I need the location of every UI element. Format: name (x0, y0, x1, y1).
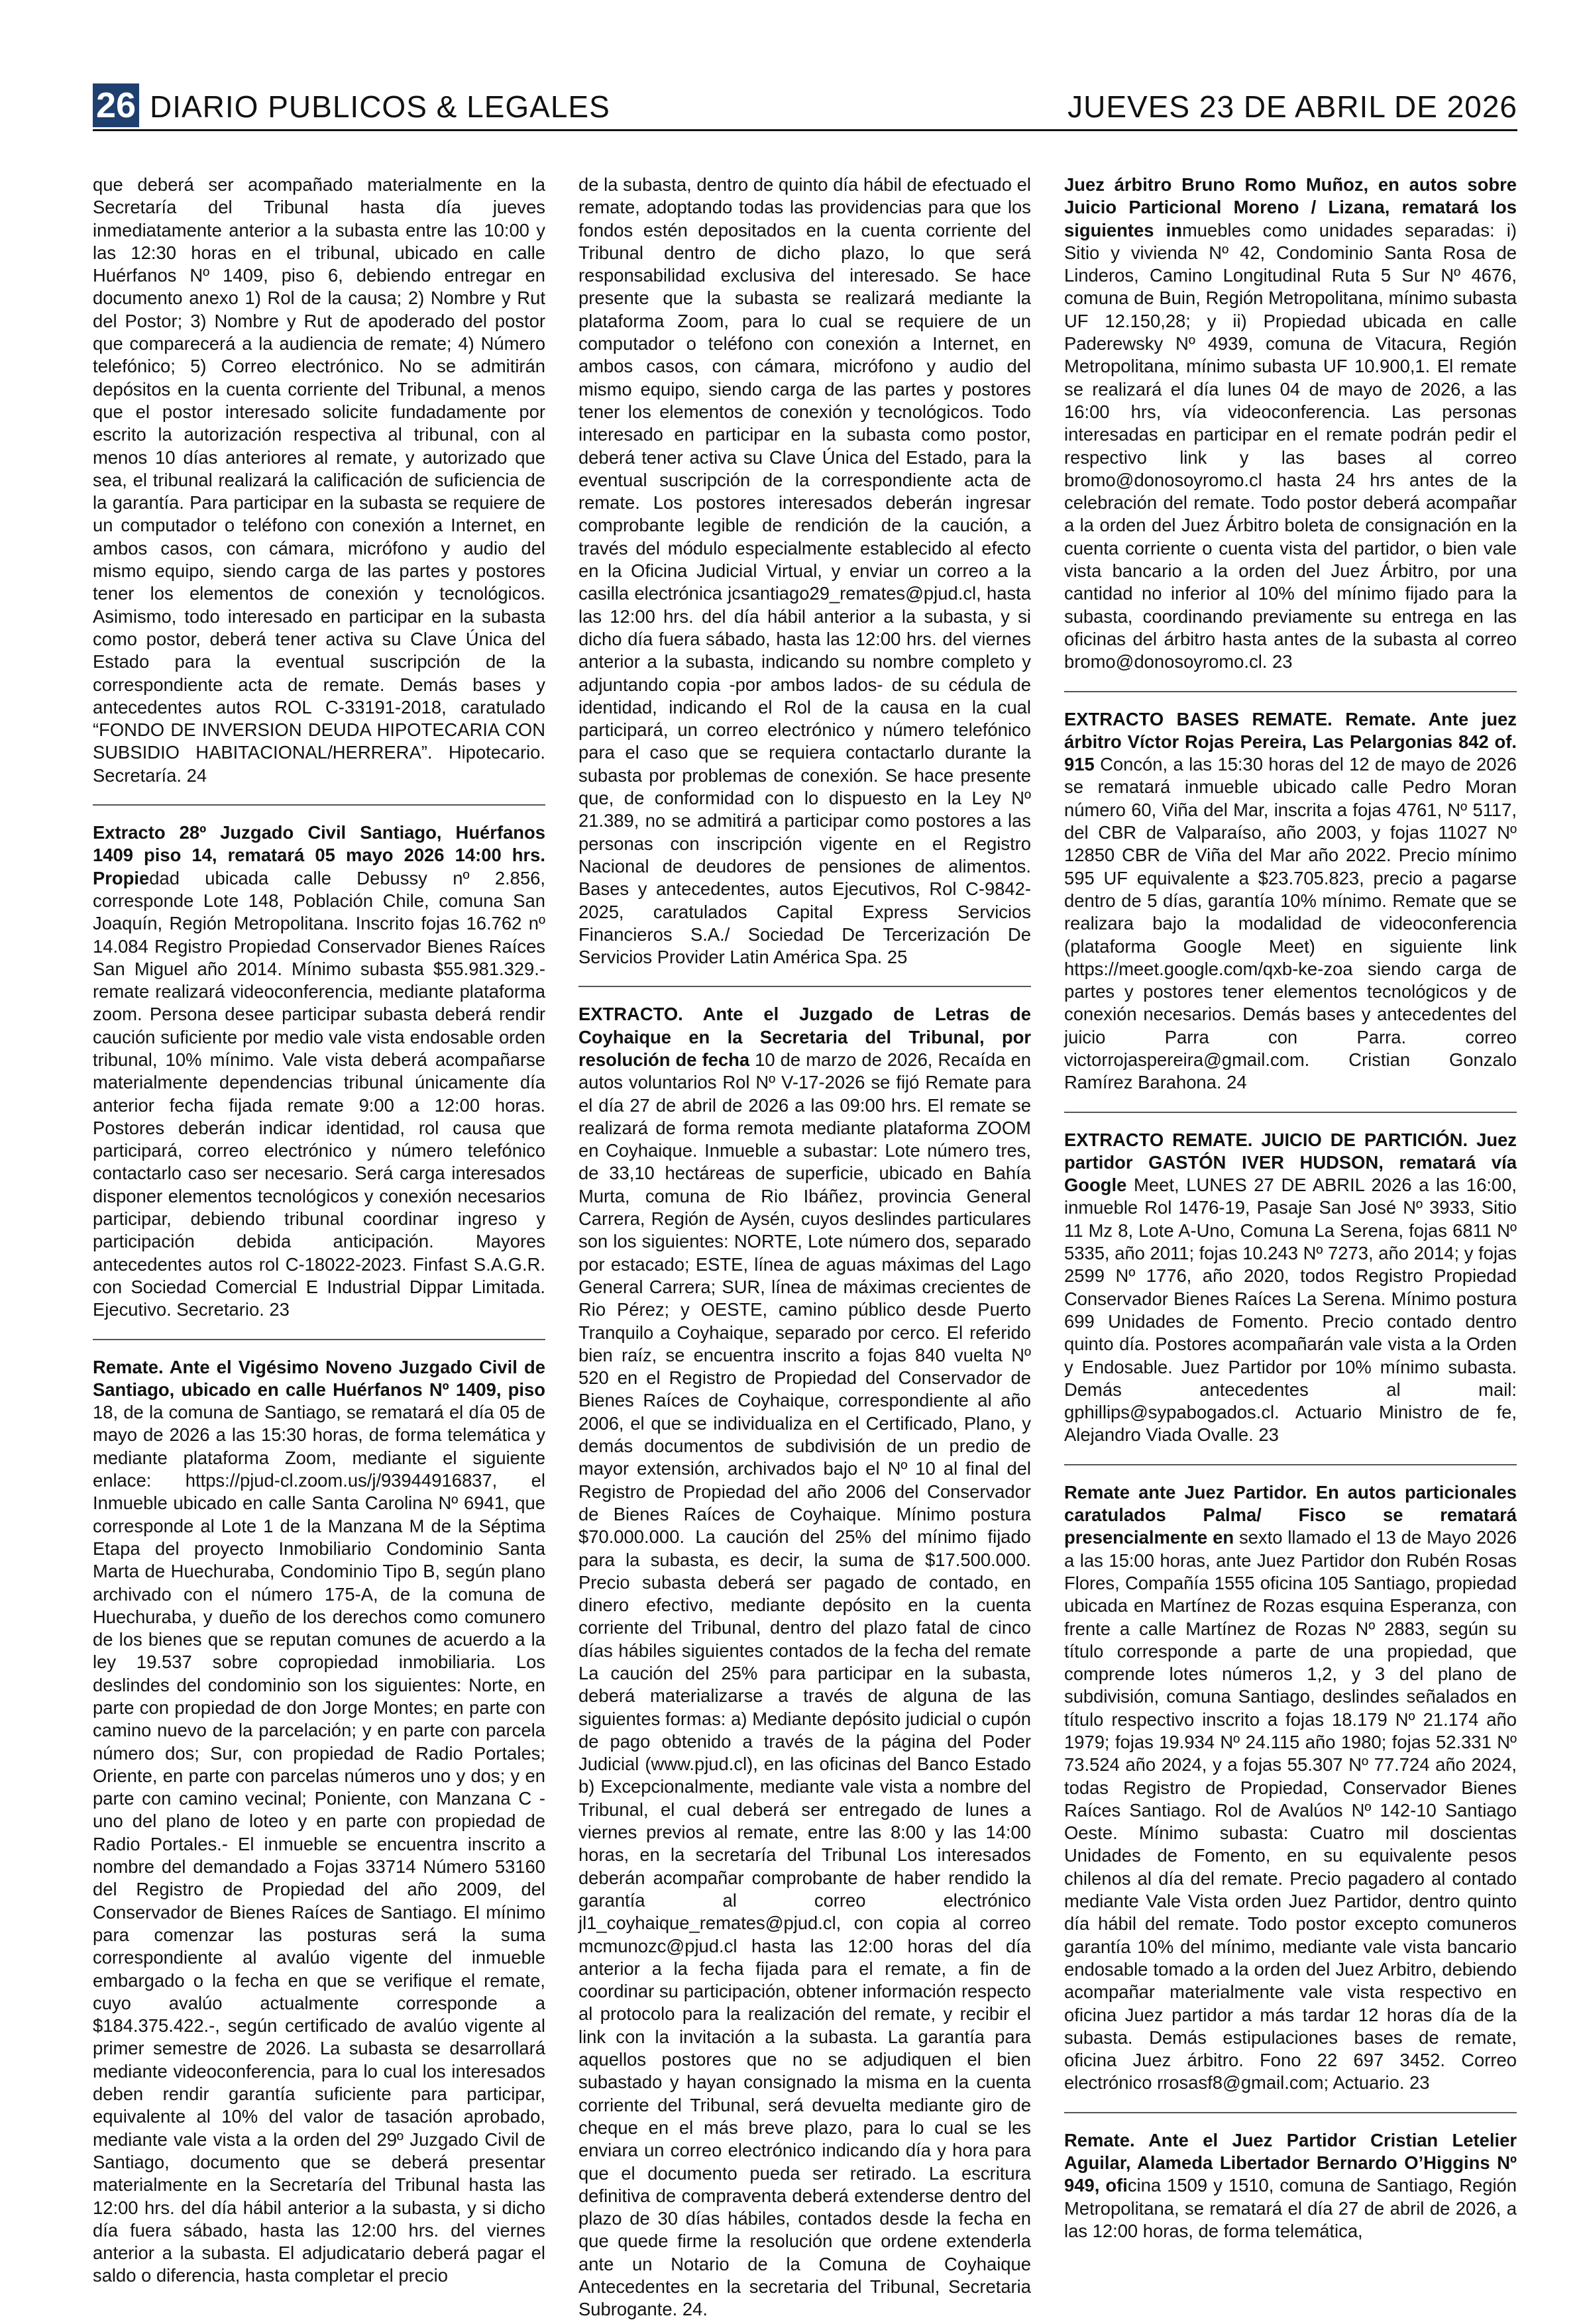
notice-body: Meet, LUNES 27 DE ABRIL 2026 a las 16:00, inmueble Rol 1476-19, Pasaje San José Nº 3933, Sitio 11 Mz 8, Lote A-Uno, Comuna La Serena, fojas 6811 Nº 5335, año 2011; fojas 10.243 Nº 7273, año 2014; y fojas 2599 Nº 1776, año 2020, todos Registro Propiedad Conservador Bienes Raíces La Serena. Mínimo postura 699 Unidades de Fomento. Precio contado dentro quinto día. Postores acompañarán vale vista a la Orden y Endosable. Juez Partidor por 10% mínimo subasta. Demás antecedentes al mail: gphillips@sypabogados.cl. Actuario Ministro de fe, Alejandro Viada Ovalle. 23 (1064, 1175, 1517, 1446)
legal-notice (93, 821, 545, 1322)
notice-body: sexto llamado el 13 de Mayo 2026 a las 15:00 horas, ante Juez Partidor don Rubén Rosas Flores, Compañía 1555 oficina 105 Santiago, propiedad ubicada en Martínez de Rozas esquina Esperanza, con frente a calle Martínez de Rozas Nº 2883, según su título corresponde a parte de una propiedad, que comprende lotes números 1,2, y 3 del plano de subdivisión, comuna Santiago, deslindes señalados en título respectivo inscrito a fojas 18.179 Nº 21.174 año 1979; fojas 19.934 Nº 24.115 año 1980; fojas 52.331 Nº 73.524 año 2024, y a fojas 55.307 Nº 77.724 año 2024, todas Registro de Propiedad, Conservador Bienes Raíces Santiago. Rol de Avalúos Nº 142-10 Santiago Oeste. Mínimo subasta: Cuatro mil doscientas Unidades de Fomento, en su equivalente pesos chilenos al día del remate. Precio pagadero al contado mediante Vale Vista orden Juez Partidor, dentro quinto día hábil del remate. Todo postor excepto comuneros garantía 10% del mínimo, mediante vale vista bancario endosable tomado a la orden del Juez Arbitro, debiendo acompañar materialmente vale vista respectivo en oficina Juez partidor a más tardar 12 horas día de la subasta. Demás estipulaciones bases de remate, oficina Juez árbitro. Fono 22 697 3452. Correo electrónico rrosasf8@gmail.com; Actuario. 23 (1064, 1527, 1517, 2093)
notice-body: muebles como unidades separadas: i) Sitio y vivienda Nº 42, Condominio Santa Rosa de Linderos, Camino Longitudinal Ruta 5 Sur Nº 4676, comuna de Buin, Región Metropolitana, mínimo subasta UF 12.150,28; y ii) Propiedad ubicada en calle Paderewsky Nº 4939, comuna de Vitacura, Región Metropolitana, mínimo subasta UF 10.900,1. El remate se realizará el día lunes 04 de mayo de 2026, a las 16:00 hrs, vía videoconferencia. Las personas interesadas en participar en el remate podrán pedir el respectivo link y las bases al correo bromo@donosoyromo.cl hasta 24 hrs antes de la celebración del remate. Todo postor deberá acompañar a la orden del Juez Árbitro boleta de consignación en la cuenta corriente o cuenta vista del partidor, o bien vale vista bancario a la orden del Juez Árbitro, por una cantidad no inferior al 10% del mínimo fijado para la subasta, coordinando previamente su entrega en las oficinas del árbitro hasta antes de la subasta al correo bromo@donosoyromo.cl. 23 (1064, 219, 1517, 672)
notice-divider (93, 1339, 545, 1340)
notice-columns (93, 174, 1517, 2320)
legal-notice (1064, 708, 1517, 1094)
notice-heading: Remate. Ante el Vigésimo Noveno Juzgado Civil de Santiago, ubicado en calle Huérfanos Nº 1409, piso (93, 1356, 545, 1400)
column-3 (1064, 174, 1517, 2321)
notice-heading: Remate. Ante el Juez Partidor Cristian Letelier Aguilar, Alameda Libertador Bernardo O’Higgins Nº 949, ofi (1064, 2129, 1517, 2196)
legal-notice (1064, 1481, 1517, 2095)
notice-body: dad ubicada calle Debussy nº 2.856, corresponde Lote 148, Población Chile, comuna San Joaquín, Región Metropolitana. Inscrito fojas 16.762 nº 14.084 Registro Propiedad Conservador Bienes Raíces San Miguel año 2014. Mínimo subasta $55.981.329.- remate realizará videoconferencia, mediante plataforma zoom. Persona desee participar subasta deberá rendir caución suficiente por medio vale vista endosable orden tribunal, 10% mínimo. Vale vista deberá acompañarse materialmente dependencias tribunal únicamente día anterior fecha fijada remate 9:00 a 12:00 horas. Postores deberán indicar identidad, rol causa que participará, correo electrónico y número telefónico contactarlo caso ser necesario. Será carga interesados disponer elementos tecnológicos y conexión necesarios participar, debiendo tribunal coordinar ingreso y participación debida anticipación. Mayores antecedentes autos rol C-18022-2023. Finfast S.A.G.R. con Sociedad Comercial E Industrial Dippar Limitada. Ejecutivo. Secretario. 23 (93, 867, 545, 1320)
notice-heading: EXTRACTO BASES REMATE. Remate. Ante juez árbitro Víctor Rojas Pereira, Las Pelargonias 842 of. 915 (1064, 708, 1517, 775)
legal-notice (578, 1003, 1031, 2321)
notice-divider (93, 804, 545, 806)
column-1 (93, 174, 545, 2321)
legal-notice (93, 174, 545, 787)
notice-body: de la subasta, dentro de quinto día hábil de efectuado el remate, adoptando todas las providencias para que los fondos estén depositados en la cuenta corriente del Tribunal dentro de dicho plazo, lo que será responsabilidad exclusiva del interesado. Se hace presente que la subasta se realizará mediante la plataforma Zoom, para lo cual se requiere de un computador o teléfono con conexión a Internet, en ambos casos, con cámara, micrófono y audio del mismo equipo, siendo carga de las partes y postores tener los elementos de conexión y tecnológicos. Todo interesado en participar en la subasta como postor, deberá tener activa su Clave Única del Estado, para la eventual suscripción de la correspondiente acta de remate. Los postores interesados deberán ingresar comprobante legible de rendición de la caución, a través del módulo especialmente establecido al efecto en la Oficina Judicial Virtual, y enviar un correo a la casilla electrónica jcsantiago29_remates@pjud.cl, hasta las 12:00 hrs. del día hábil anterior a la subasta, y si dicho día fuera sábado, hasta las 12:00 hrs. del viernes anterior a la subasta, indicando su nombre completo y adjuntando copia -por ambos lados- de su cédula de identidad, indicando el Rol de la causa en la cual participará, un correo electrónico y número telefónico para el caso que se requiera contactarlo durante la subasta por problemas de conexión. Se hace presente que, de conformidad con lo dispuesto en la Ley Nº 21.389, no se admitirá a participar como postores a las personas con inscripción vigente en el Registro Nacional de deudores de pensiones de alimentos. Bases y antecedentes, autos Ejecutivos, Rol C-9842-2025, caratulados Capital Express Servicios Financieros S.A./ Sociedad De Tercerización De Servicios Provider Latin América Spa. 25 (578, 174, 1031, 968)
header-rule (93, 129, 1517, 131)
notice-divider (1064, 691, 1517, 692)
notice-heading: EXTRACTO. Ante el Juzgado de Letras de Coyhaique en la Secretaria del Tribunal, por resolución de fecha (578, 1004, 1031, 1070)
notice-body: 18, de la comuna de Santiago, se rematará el día 05 de mayo de 2026 a las 15:30 horas, de forma telemática y mediante plataforma Zoom, mediante el siguiente enlace: https://pjud-cl.zoom.us/j/93944916837, el Inmueble ubicado en calle Santa Carolina Nº 6941, que corresponde al Lote 1 de la Manzana M de la Séptima Etapa del proyecto Inmobiliario Condominio Santa Marta de Huechuraba, Condominio Tipo B, según plano archivado con el número 175-A, de la comuna de Huechuraba, y dueño de los derechos como comunero de los bienes que se reputan comunes de acuerdo a la ley 19.537 sobre copropiedad inmobiliaria. Los deslindes del condominio son los siguientes: Norte, en parte con propiedad de don Jorge Montes; en parte con camino nuevo de la parcelación; y en parte con parcela número dos; Sur, con propiedad de Radio Portales; Oriente, en parte con parcelas números uno y dos; y en parte con camino vecinal; Poniente, con Manzana C - uno del plano de loteo y en parte con propiedad de Radio Portales.- El inmueble se encuentra inscrito a nombre del demandado a Fojas 33714 Número 53160 del Registro de Propiedad del año 2009, del Conservador de Bienes Raíces de Santiago. El mínimo para comenzar las posturas será la suma correspondiente al avalúo vigente del inmueble embargado o la fecha en que se verifique el remate, cuyo avalúo actualmente corresponde a $184.375.422.-, según certificado de avalúo vigente al primer semestre de 2026. La subasta se desarrollará mediante videoconferencia, para lo cual los interesados deben rendir garantía suficiente para participar, equivalente al 10% del valor de tasación aprobado, mediante vale vista a la orden del 29º Juzgado Civil de Santiago, documento que se deberá presentar materialmente en la Secretaría del Tribunal hasta las 12:00 hrs. del día hábil anterior a la subasta, y si dicho día fuera sábado, hasta las 12:00 hrs. del viernes anterior a la subasta. El adjudicatario deberá pagar el saldo o diferencia, hasta completar el precio (93, 1402, 545, 2286)
issue-date: JUEVES 23 DE ABRIL DE 2026 (1067, 89, 1517, 124)
column-2 (578, 174, 1031, 2321)
notice-heading: EXTRACTO REMATE. JUICIO DE PARTICIÓN. Juez partidor GASTÓN IVER HUDSON, rematará vía Google (1064, 1129, 1517, 1196)
page-header (93, 78, 1517, 131)
legal-notice (1064, 1129, 1517, 1447)
notice-body: que deberá ser acompañado materialmente en la Secretaría del Tribunal hasta día jueves inmediatamente anterior a la subasta entre las 10:00 y las 12:30 horas en el tribunal, ubicado en calle Huérfanos Nº 1409, piso 6, debiendo entregar en documento anexo 1) Rol de la causa; 2) Nombre y Rut del Postor; 3) Nombre y Rut de apoderado del postor que comparecerá a la audiencia de remate; 4) Número telefónico; 5) Correo electrónico. No se admitirán depósitos en la cuenta corriente del Tribunal, a menos que el postor interesado solicite fundadamente por escrito la autorización respectiva al tribunal, con al menos 10 días anteriores al remate, y autorizado que sea, el tribunal realizará la calificación de suficiencia de la garantía. Para participar en la subasta se requiere de un computador o teléfono con conexión a Internet, en ambos casos, con cámara, micrófono y audio del mismo equipo, siendo carga de las partes y postores tener los elementos de conexión y tecnológicos. Asimismo, todo interesado en participar en la subasta como postor, deberá tener activa su Clave Única del Estado para la eventual suscripción de la correspondiente acta de remate. Demás bases y antecedentes autos ROL C-33191-2018, caratulado “FONDO DE INVERSION DEUDA HIPOTECARIA CON SUBSIDIO HABITACIONAL/HERRERA”. Hipotecario. Secretaría. 24 (93, 174, 545, 786)
page-number-badge: 26 (93, 83, 139, 127)
legal-notice (93, 1356, 545, 2288)
notice-heading: Extracto 28º Juzgado Civil Santiago, Huérfanos 1409 piso 14, rematará 05 mayo 2026 14:00 hrs. Propie (93, 822, 545, 888)
notice-body: Concón, a las 15:30 horas del 12 de mayo de 2026 se rematará inmueble ubicado calle Pedro Moran número 60, Viña del Mar, inscrita a fojas 4761, Nº 5117, del CBR de Valparaíso, año 2003, y fojas 11027 Nº 12850 CBR de Viña del Mar año 2022. Precio mínimo 595 UF equivalente a $23.705.823, precio a pagarse dentro de 5 días, garantía 10% mínimo. Remate que se realizara bajo la modalidad de videoconferencia (plataforma Google Meet) en siguiente link https://meet.google.com/qxb-ke-zoa siendo carga de partes y postores tener elementos tecnológicos y de conexión necesarios. Demás bases y antecedentes del juicio Parra con Parra. correo victorrojaspereira@gmail.com. Cristian Gonzalo Ramírez Barahona. 24 (1064, 754, 1517, 1093)
notice-body: cina 1509 y 1510, comuna de Santiago, Región Metropolitana, se rematará el día 27 de abril de 2026, a las 12:00 horas, de forma telemática, (1064, 2175, 1517, 2241)
notice-divider (1064, 2112, 1517, 2113)
notice-divider (1064, 1464, 1517, 1465)
legal-notice (1064, 2129, 1517, 2243)
legal-notice (578, 174, 1031, 969)
notice-divider (578, 986, 1031, 987)
notice-body: 10 de marzo de 2026, Recaída en autos voluntarios Rol Nº V-17-2026 se fijó Remate para el día 27 de abril de 2026 a las 09:00 hrs. El remate se realizará de forma remota mediante plataforma ZOOM en Coyhaique. Inmueble a subastar: Lote número tres, de 33,10 hectáreas de superficie, ubicado en Bahía Murta, comuna de Rio Ibáñez, provincia General Carrera, Región de Aysén, cuyos deslindes particulares son los siguientes: NORTE, Lote número dos, separado por estacado; ESTE, línea de aguas máximas del Lago General Carrera; SUR, línea de máximas crecientes de Rio Pérez; y OESTE, camino público desde Puerto Tranquilo a Coyhaique, separado por cerco. El referido bien raíz, se encuentra inscrito a fojas 840 vuelta Nº 520 en el Registro de Propiedad del Conservador de Bienes Raíces de Coyhaique, correspondiente al año 2006, el que se individualiza en el Certificado, Plano, y demás documentos de subdivisión de un predio de mayor extensión, archivados bajo el Nº 10 al final del Registro de Propiedad del año 2006 del Conservador de Bienes Raíces de Coyhaique. Mínimo postura $70.000.000. La caución del 25% del mínimo fijado para la subasta, es decir, la suma de $17.500.000. Precio subasta deberá ser pagado de contado, en dinero efectivo, mediante depósito en la cuenta corriente del Tribunal, dentro del plazo fatal de cinco días hábiles siguientes contados de la fecha del remate La caución del 25% para participar en la subasta, deberá materializarse a través de alguna de las siguientes formas: a) Mediante depósito judicial o cupón de pago obtenido a través de la página del Poder Judicial (www.pjud.cl), en las oficinas del Banco Estado b) Excepcionalmente, mediante vale vista a nombre del Tribunal, el cual deberá ser entregado de lunes a viernes previos al remate, entre las 8:00 y las 14:00 horas, en la secretaría del Tribunal Los interesados deberán acompañar comprobante de haber rendido la garantía al correo electrónico jl1_coyhaique_remates@pjud.cl, con copia al correo mcmunozc@pjud.cl hasta las 12:00 horas del día anterior a la fecha fijada para el remate, a fin de coordinar su participación, obtener información respecto al protocolo para la realización del remate, y recibir el link con la invitación a la subasta. La garantía para aquellos postores que no se adjudiquen el bien subastado y hayan consignado la misma en la cuenta corriente del Tribunal, será devuelta mediante giro de cheque en el más breve plazo, para lo cual se les enviara un correo electrónico indicando día y hora para que el documento pueda ser retirado. La escritura definitiva de compraventa deberá extenderse dentro del plazo de 30 días hábiles, contados desde la fecha en que quede firme la resolución que ordene extenderla ante un Notario de la Comuna de Coyhaique Antecedentes en la secretaria del Tribunal, Secretaria Subrogante. 24. (578, 1049, 1031, 2320)
legal-notice (1064, 174, 1517, 674)
notice-heading: Juez árbitro Bruno Romo Muñoz, en autos sobre Juicio Particional Moreno / Lizana, rematará los siguientes in (1064, 174, 1517, 240)
notice-heading: Remate ante Juez Partidor. En autos particionales caratulados Palma/ Fisco se rematará presencialmente en (1064, 1481, 1517, 1548)
section-title: DIARIO PUBLICOS & LEGALES (150, 89, 610, 124)
notice-divider (1064, 1112, 1517, 1113)
